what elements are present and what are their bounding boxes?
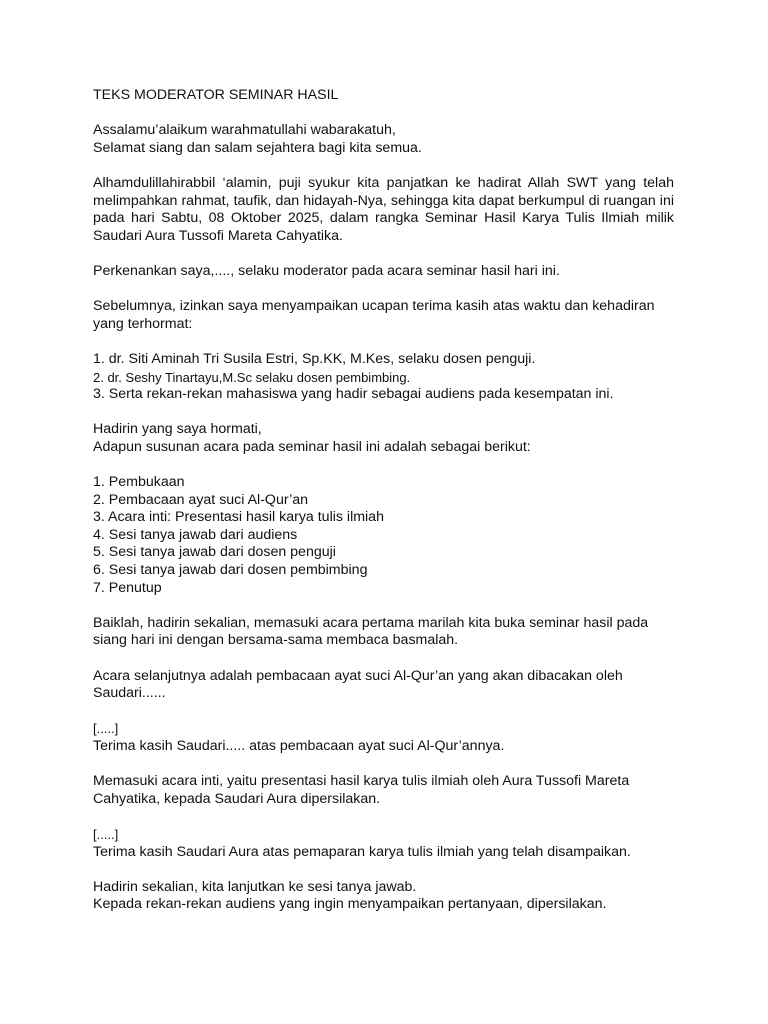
- document-page: [93, 87, 674, 932]
- qa-session-line-2: Kepada rekan-rekan audiens yang ingin menyampaikan pertanyaan, dipersilakan.: [93, 896, 607, 913]
- opening-paragraph: Alhamdulillahirabbil ‘alamin, puji syukur kita panjatkan ke hadirat Allah SWT yang telah melimpahkan rahmat, taufik, dan hidayah-Nya, sehingga kita dapat berkumpul di ruangan ini pada hari Sabtu, 08 Oktober 2025, dalam rangka Seminar Hasil Karya Tulis Ilmiah milik Saudari Aura Tussofi Mareta Cahyatika.: [93, 174, 674, 244]
- presentation-thanks-paragraph: [93, 826, 674, 861]
- basmalah-line-2: siang hari ini dengan bersama-sama membaca basmalah.: [93, 632, 459, 649]
- placeholder-bracket: [.....]: [93, 826, 119, 842]
- list-item: 2. Pembacaan ayat suci Al-Qur’an: [93, 491, 309, 508]
- introduction-paragraph: Perkenankan saya,...., selaku moderator pada acara seminar hasil hari ini.: [93, 262, 560, 279]
- greeting-line-2: Selamat siang dan salam sejahtera bagi kita semua.: [93, 139, 422, 156]
- presentation-thanks-line: Terima kasih Saudari Aura atas pemaparan karya tulis ilmiah yang telah disampaikan.: [93, 843, 631, 860]
- thanks-intro-paragraph: [93, 298, 674, 333]
- list-item: 7. Penutup: [93, 579, 162, 596]
- quran-reading-line-2: Saudari......: [93, 685, 166, 702]
- main-event-line-2: Cahyatika, kepada Saudari Aura dipersilakan.: [93, 790, 381, 807]
- list-item: 4. Sesi tanya jawab dari audiens: [93, 526, 298, 543]
- basmalah-paragraph: [93, 615, 674, 650]
- main-event-paragraph: [93, 773, 674, 808]
- greeting-line-1: Assalamu’alaikum warahmatullahi wabarakatuh,: [93, 122, 396, 139]
- basmalah-line-1: Baiklah, hadirin sekalian, memasuki acara pertama marilah kita buka seminar hasil pada: [93, 614, 649, 631]
- main-event-line-1: Memasuki acara inti, yaitu presentasi hasil karya tulis ilmiah oleh Aura Tussofi Mareta: [93, 773, 630, 790]
- agenda-intro-line-1: Hadirin yang saya hormati,: [93, 421, 262, 438]
- quran-thanks-line: Terima kasih Saudari..... atas pembacaan ayat suci Al-Qur’annya.: [93, 737, 505, 754]
- qa-session-paragraph: [93, 879, 674, 914]
- list-item: 6. Sesi tanya jawab dari dosen pembimbing: [93, 562, 368, 579]
- honored-guests-list: [93, 351, 674, 404]
- quran-thanks-paragraph: [93, 720, 674, 755]
- thanks-intro-line-2: yang terhormat:: [93, 315, 193, 332]
- thanks-intro-line-1: Sebelumnya, izinkan saya menyampaikan ucapan terima kasih atas waktu dan kehadiran: [93, 298, 655, 315]
- qa-session-line-1: Hadirin sekalian, kita lanjutkan ke sesi tanya jawab.: [93, 878, 417, 895]
- list-item: 5. Sesi tanya jawab dari dosen penguji: [93, 544, 336, 561]
- list-item: 3. Acara inti: Presentasi hasil karya tulis ilmiah: [93, 509, 384, 526]
- agenda-intro-paragraph: [93, 421, 674, 456]
- greeting-paragraph: [93, 122, 674, 157]
- list-item: 1. dr. Siti Aminah Tri Susila Estri, Sp.KK, M.Kes, selaku dosen penguji.: [93, 350, 536, 367]
- placeholder-bracket: [.....]: [93, 721, 119, 737]
- agenda-intro-line-2: Adapun susunan acara pada seminar hasil ini adalah sebagai berikut:: [93, 438, 531, 455]
- list-item: 2. dr. Seshy Tinartayu,M.Sc selaku dosen pembimbing.: [93, 369, 411, 385]
- quran-reading-line-1: Acara selanjutnya adalah pembacaan ayat suci Al-Qur’an yang akan dibacakan oleh: [93, 667, 623, 684]
- document-title: TEKS MODERATOR SEMINAR HASIL: [93, 87, 339, 103]
- list-item: 3. Serta rekan-rekan mahasiswa yang hadir sebagai audiens pada kesempatan ini.: [93, 386, 614, 403]
- quran-reading-paragraph: [93, 668, 674, 703]
- list-item: 1. Pembukaan: [93, 474, 185, 491]
- agenda-list: [93, 474, 674, 597]
